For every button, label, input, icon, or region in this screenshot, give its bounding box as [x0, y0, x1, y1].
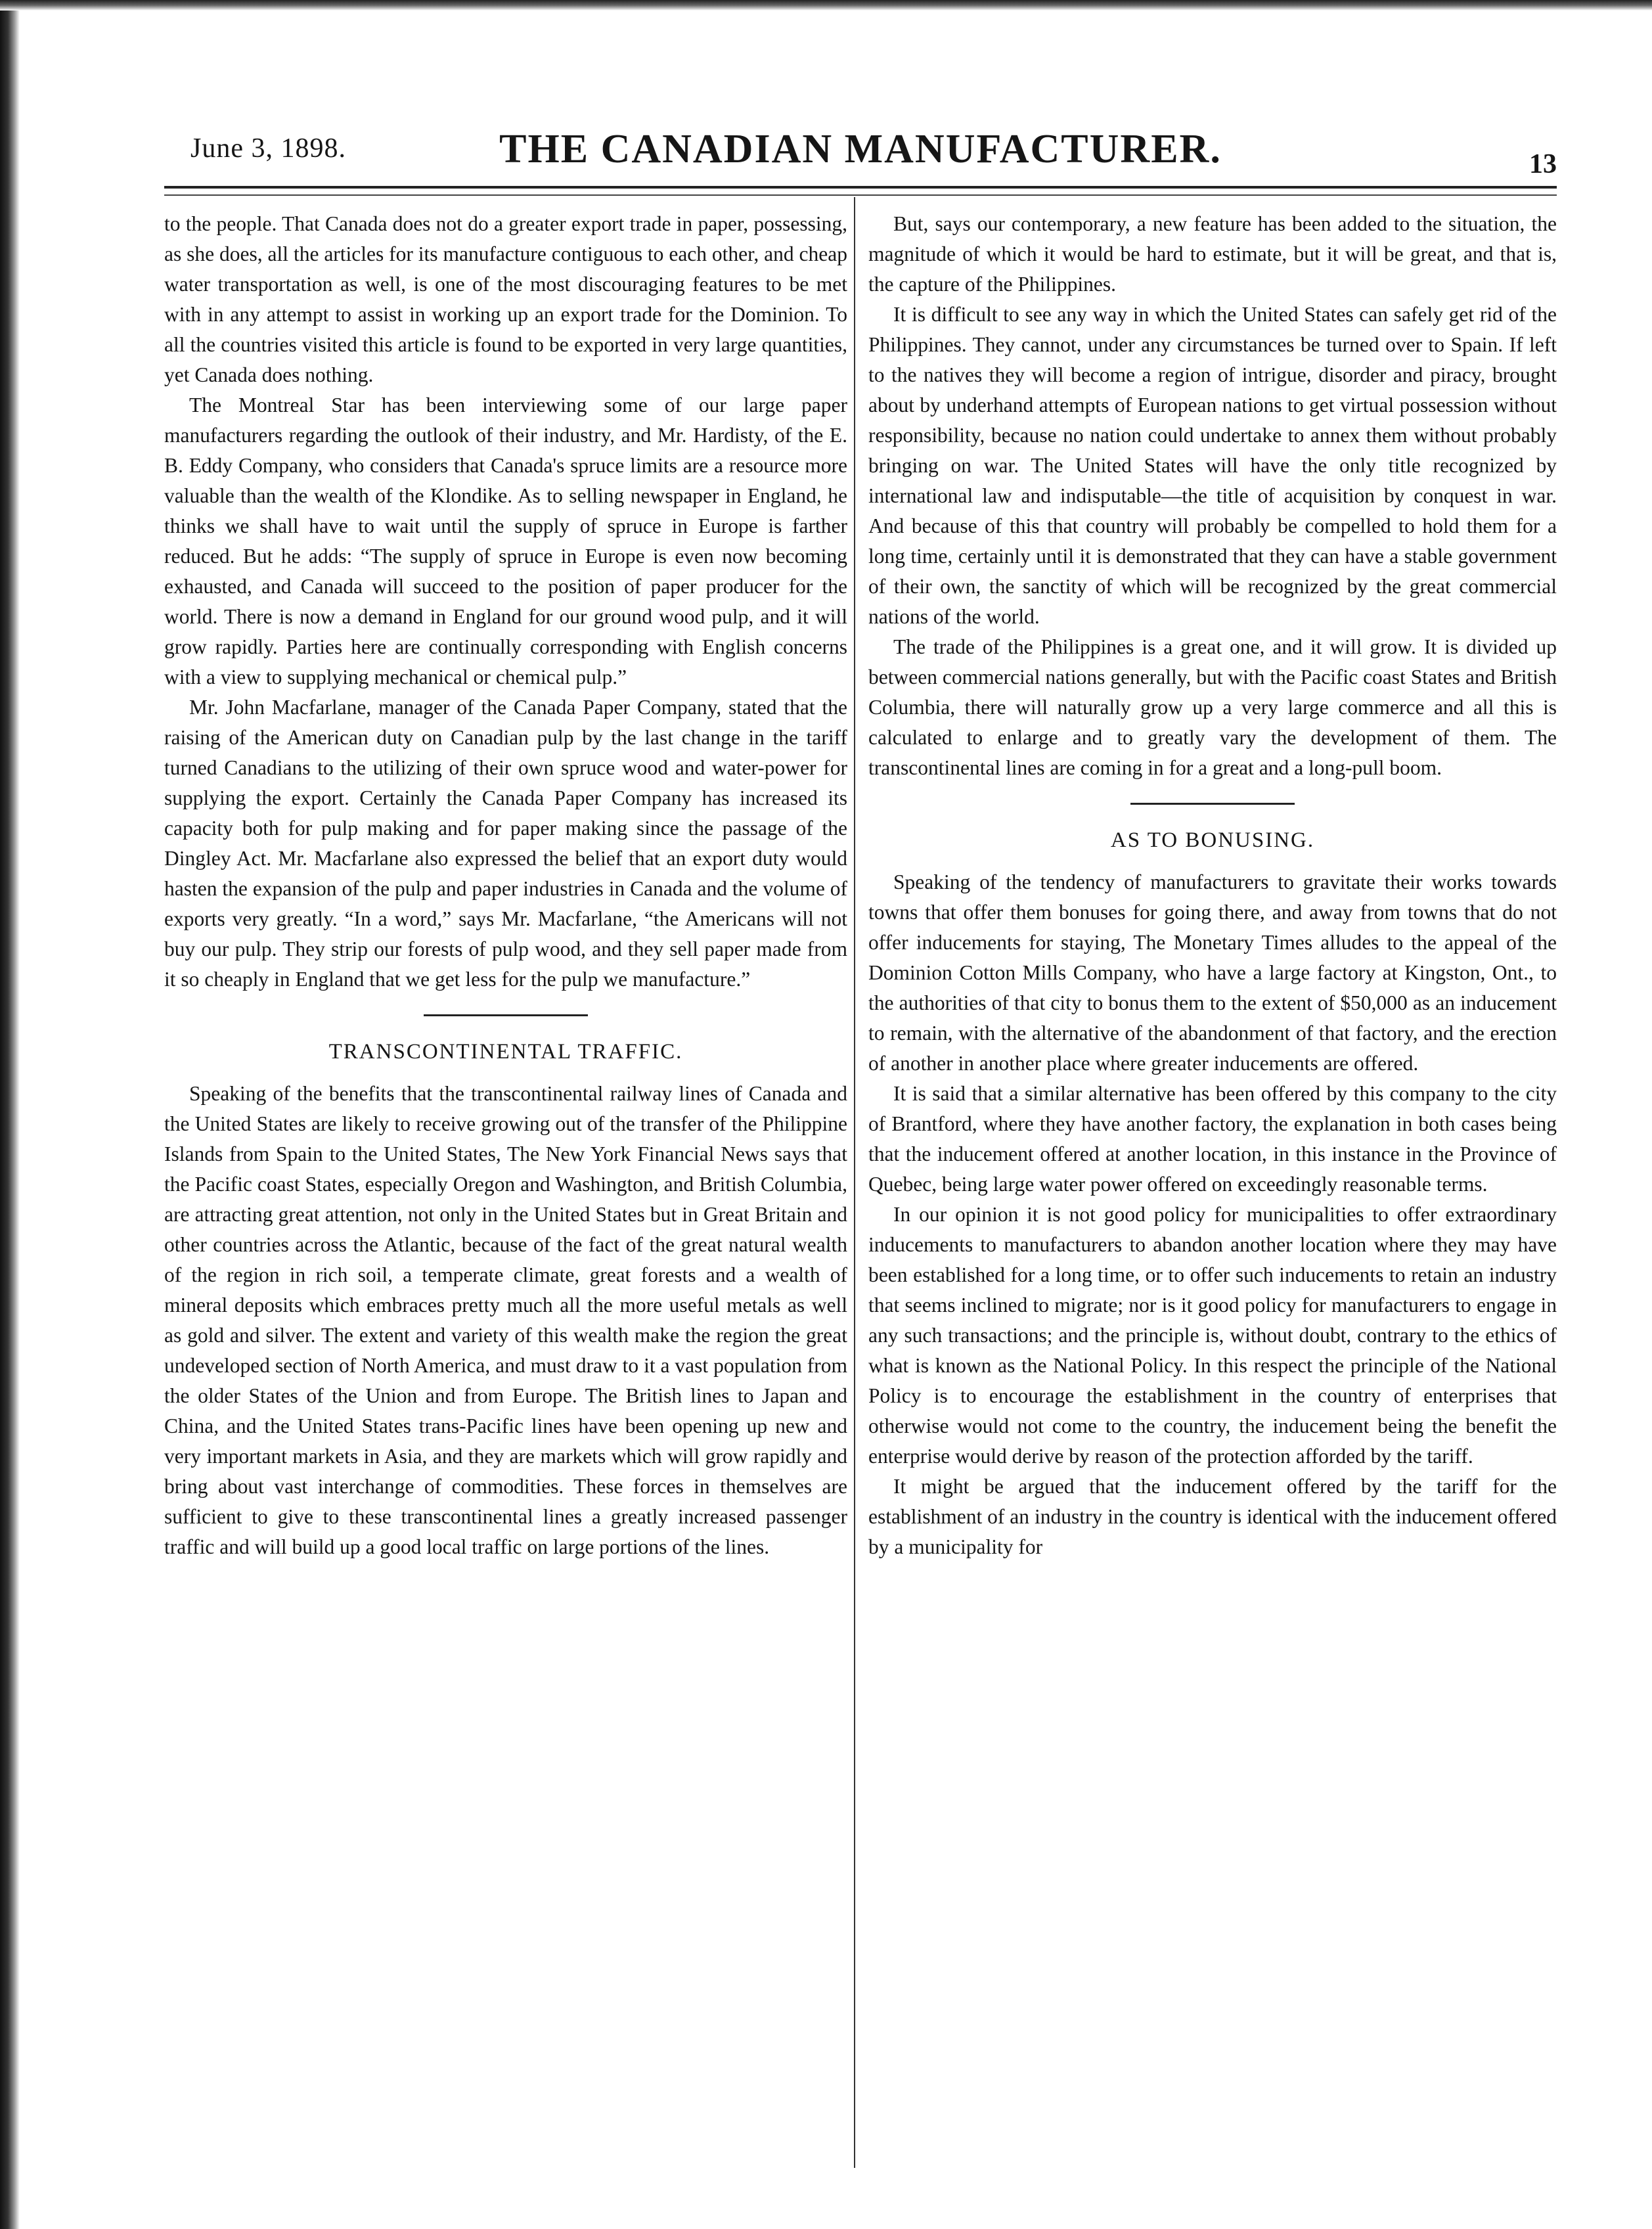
- paragraph: But, says our contemporary, a new feature has been added to the situation, the magnitude of which it would be hard to estimate, but it will be great, and that is, the capture of the Philippines.: [868, 212, 1557, 296]
- paragraph: The Montreal Star has been interviewing some of our large paper manufacturers regarding the outlook of their industry, and Mr. Hardisty, of the E. B. Eddy Company, who considers that Canada's spruce limits are a resource more valuable than the wealth of the Klondike. As to selling newspaper in England, he thinks we shall have to wait until the supply of spruce in Europe is farther reduced. But he adds: “The supply of spruce in Europe is even now becoming exhausted, and Canada will succeed to the position of paper producer for the world. There is now a demand in England for our ground wood pulp, and it will grow rapidly. Parties here are continually corresponding with English concerns with a view to supplying mechanical or chemical pulp.”: [164, 394, 847, 688]
- publication-title: THE CANADIAN MANUFACTURER.: [499, 127, 1222, 171]
- section-divider: [1130, 803, 1295, 805]
- right-column: [868, 209, 1557, 1562]
- section-heading: AS TO BONUSING.: [1110, 828, 1315, 852]
- section-divider: [424, 1014, 588, 1016]
- header-rule-thin: [164, 194, 1557, 196]
- paragraph: It might be argued that the inducement offered by the tariff for the establishment of an industry in the country is identical with the inducement offered by a municipality for: [868, 1475, 1557, 1558]
- page-header: [164, 120, 1557, 192]
- paragraph: It is difficult to see any way in which the United States can safely get rid of the Philippines. They cannot, under any circumstances be turned over to Spain. If left to the natives they will become a region of intrigue, disorder and piracy, brought about by underhand attempts of European nations to get virtual possession without responsibility, because no nation could undertake to annex them without probably bringing on war. The United States will have the only title recognized by international law and indisputable—the title of acquisition by conquest in war. And because of this that country will probably be compelled to hold them for a long time, certainly until it is demonstrated that they can have a stable government of their own, the sanctity of which will be recognized by the great commercial nations of the world.: [868, 303, 1557, 628]
- page-number: 13: [1529, 149, 1557, 179]
- paragraph: Mr. John Macfarlane, manager of the Canada Paper Company, stated that the raising of the American duty on Canadian pulp by the last change in the tariff turned Canadians to the utilizing of their own spruce wood and water-power for supplying the export. Certainly the Canada Paper Company has increased its capacity both for pulp making and for paper making since the passage of the Dingley Act. Mr. Macfarlane also expressed the belief that an export duty would hasten the expansion of the pulp and paper industries in Canada and the volume of exports very greatly. “In a word,” says Mr. Macfarlane, “the Americans will not buy our pulp. They strip our forests of pulp wood, and they sell paper made from it so cheaply in England that we get less for the pulp we manufacture.”: [164, 696, 847, 991]
- paragraph: Speaking of the benefits that the transcontinental railway lines of Canada and the United States are likely to receive growing out of the transfer of the Philippine Islands from Spain to the United States, The New York Financial News says that the Pacific coast States, especially Oregon and Washington, and British Columbia, are attracting great attention, not only in the United States but in Great Britain and other countries across the Atlantic, because of the fact of the great natural wealth of the region in rich soil, a temperate climate, great forests and a wealth of mineral deposits which embraces pretty much all the more useful metals as well as gold and silver. The extent and variety of this wealth make the region the great undeveloped section of North America, and must draw to it a vast population from the older States of the Union and from Europe. The British lines to Japan and China, and the United States trans-Pacific lines have been opening up new and very important markets in Asia, and they are markets which will grow rapidly and bring about vast interchange of commodities. These forces in themselves are sufficient to give to these transcontinental lines a greatly increased passenger traffic and will build up a good local traffic on large portions of the lines.: [164, 1082, 847, 1558]
- paragraph: It is said that a similar alternative has been offered by this company to the city of Brantford, where they have another factory, the explanation in both cases being that the inducement offered at another location, in this instance in the Province of Quebec, being large water power offered on exceedingly reasonable terms.: [868, 1082, 1557, 1196]
- section-heading: TRANSCONTINENTAL TRAFFIC.: [328, 1040, 683, 1064]
- paragraph: Speaking of the tendency of manufacturers to gravitate their works towards towns that offer them bonuses for going there, and away from towns that do not offer inducements for staying, The Monetary Times alludes to the appeal of the Dominion Cotton Mills Company, who have a large factory at Kingston, Ont., to the authorities of that city to bonus them to the extent of $50,000 as an inducement to remain, with the alternative of the abandonment of that factory, and the erection of another in another place where greater inducements are offered.: [868, 870, 1557, 1075]
- paragraph: The trade of the Philippines is a great one, and it will grow. It is divided up between commercial nations generally, but with the Pacific coast States and British Columbia, there will naturally grow up a very large commerce and all this is calculated to enlarge and to greatly vary the development of them. The transcontinental lines are coming in for a great and a long-pull boom.: [868, 635, 1557, 779]
- paragraph: to the people. That Canada does not do a greater export trade in paper, possessing, as she does, all the articles for its manufacture contiguous to each other, and cheap water transportation as well, is one of the most discouraging features to be met with in any attempt to assist in working up an export trade for the Dominion. To all the countries visited this article is found to be exported in very large quantities, yet Canada does nothing.: [164, 212, 847, 386]
- column-divider: [854, 197, 855, 2168]
- scan-left-edge: [0, 0, 20, 2229]
- paragraph: In our opinion it is not good policy for municipalities to offer extraordinary inducements to manufacturers to abandon another location where they may have been established for a long time, or to offer such inducements to retain an industry that seems inclined to migrate; nor is it good policy for manufacturers to engage in any such transactions; and the principle is, without doubt, contrary to the ethics of what is known as the National Policy. In this respect the principle of the National Policy is to encourage the establishment in the country of enterprises that otherwise would not come to the country, the inducement being the benefit the enterprise would derive by reason of the protection afforded by the tariff.: [868, 1203, 1557, 1468]
- scan-top-edge: [0, 0, 1652, 11]
- issue-date: June 3, 1898.: [190, 133, 346, 164]
- header-rule: [164, 186, 1557, 189]
- left-column: [164, 209, 847, 1562]
